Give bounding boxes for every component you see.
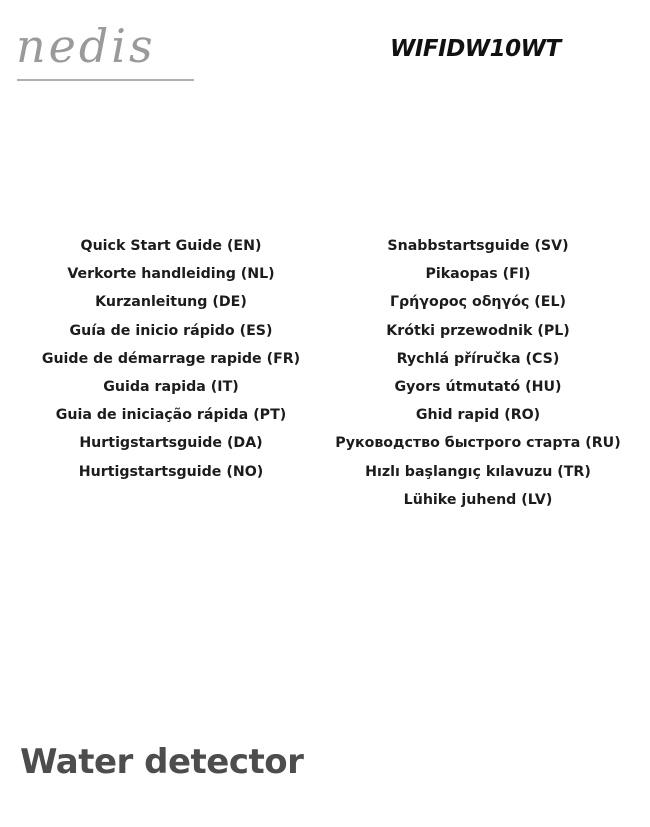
guide-item: Руководство быстрого старта (RU) xyxy=(335,435,621,452)
guide-item: Guide de démarrage rapide (FR) xyxy=(41,350,301,367)
guide-item: Hurtigstartsguide (DA) xyxy=(79,435,263,452)
guide-item: Hızlı başlangıç kılavuzu (TR) xyxy=(365,463,591,480)
guide-item: Guia de iniciação rápida (PT) xyxy=(55,407,287,424)
logo-underline xyxy=(17,79,194,81)
guide-item: Kurzanleitung (DE) xyxy=(95,294,247,311)
model-number: WIFIDW10WT xyxy=(390,36,561,62)
guide-item: Hurtigstartsguide (NO) xyxy=(78,463,264,480)
product-name: Water detector xyxy=(20,742,304,782)
brand-logo xyxy=(14,14,196,84)
brand-logo-text: nedis xyxy=(16,19,156,73)
guide-item: Snabbstartsguide (SV) xyxy=(387,238,569,254)
guide-item: Pikaopas (FI) xyxy=(425,266,531,283)
guide-item: Guía de inicio rápido (ES) xyxy=(69,322,273,339)
guide-item: Rychlá příručka (CS) xyxy=(396,350,560,367)
guide-item: Γρήγορος οδηγός (EL) xyxy=(389,294,566,311)
guides-right-column xyxy=(328,233,628,515)
guide-item: Gyors útmutató (HU) xyxy=(394,378,562,395)
guide-item: Ghid rapid (RO) xyxy=(415,407,541,424)
guide-item: Quick Start Guide (EN) xyxy=(80,238,262,254)
guide-item: Guida rapida (IT) xyxy=(103,378,239,395)
guide-item: Krótki przewodnik (PL) xyxy=(386,322,570,339)
guides-left-column xyxy=(30,233,312,487)
guide-item: Lühike juhend (LV) xyxy=(403,491,553,508)
guide-item: Verkorte handleiding (NL) xyxy=(67,266,275,283)
